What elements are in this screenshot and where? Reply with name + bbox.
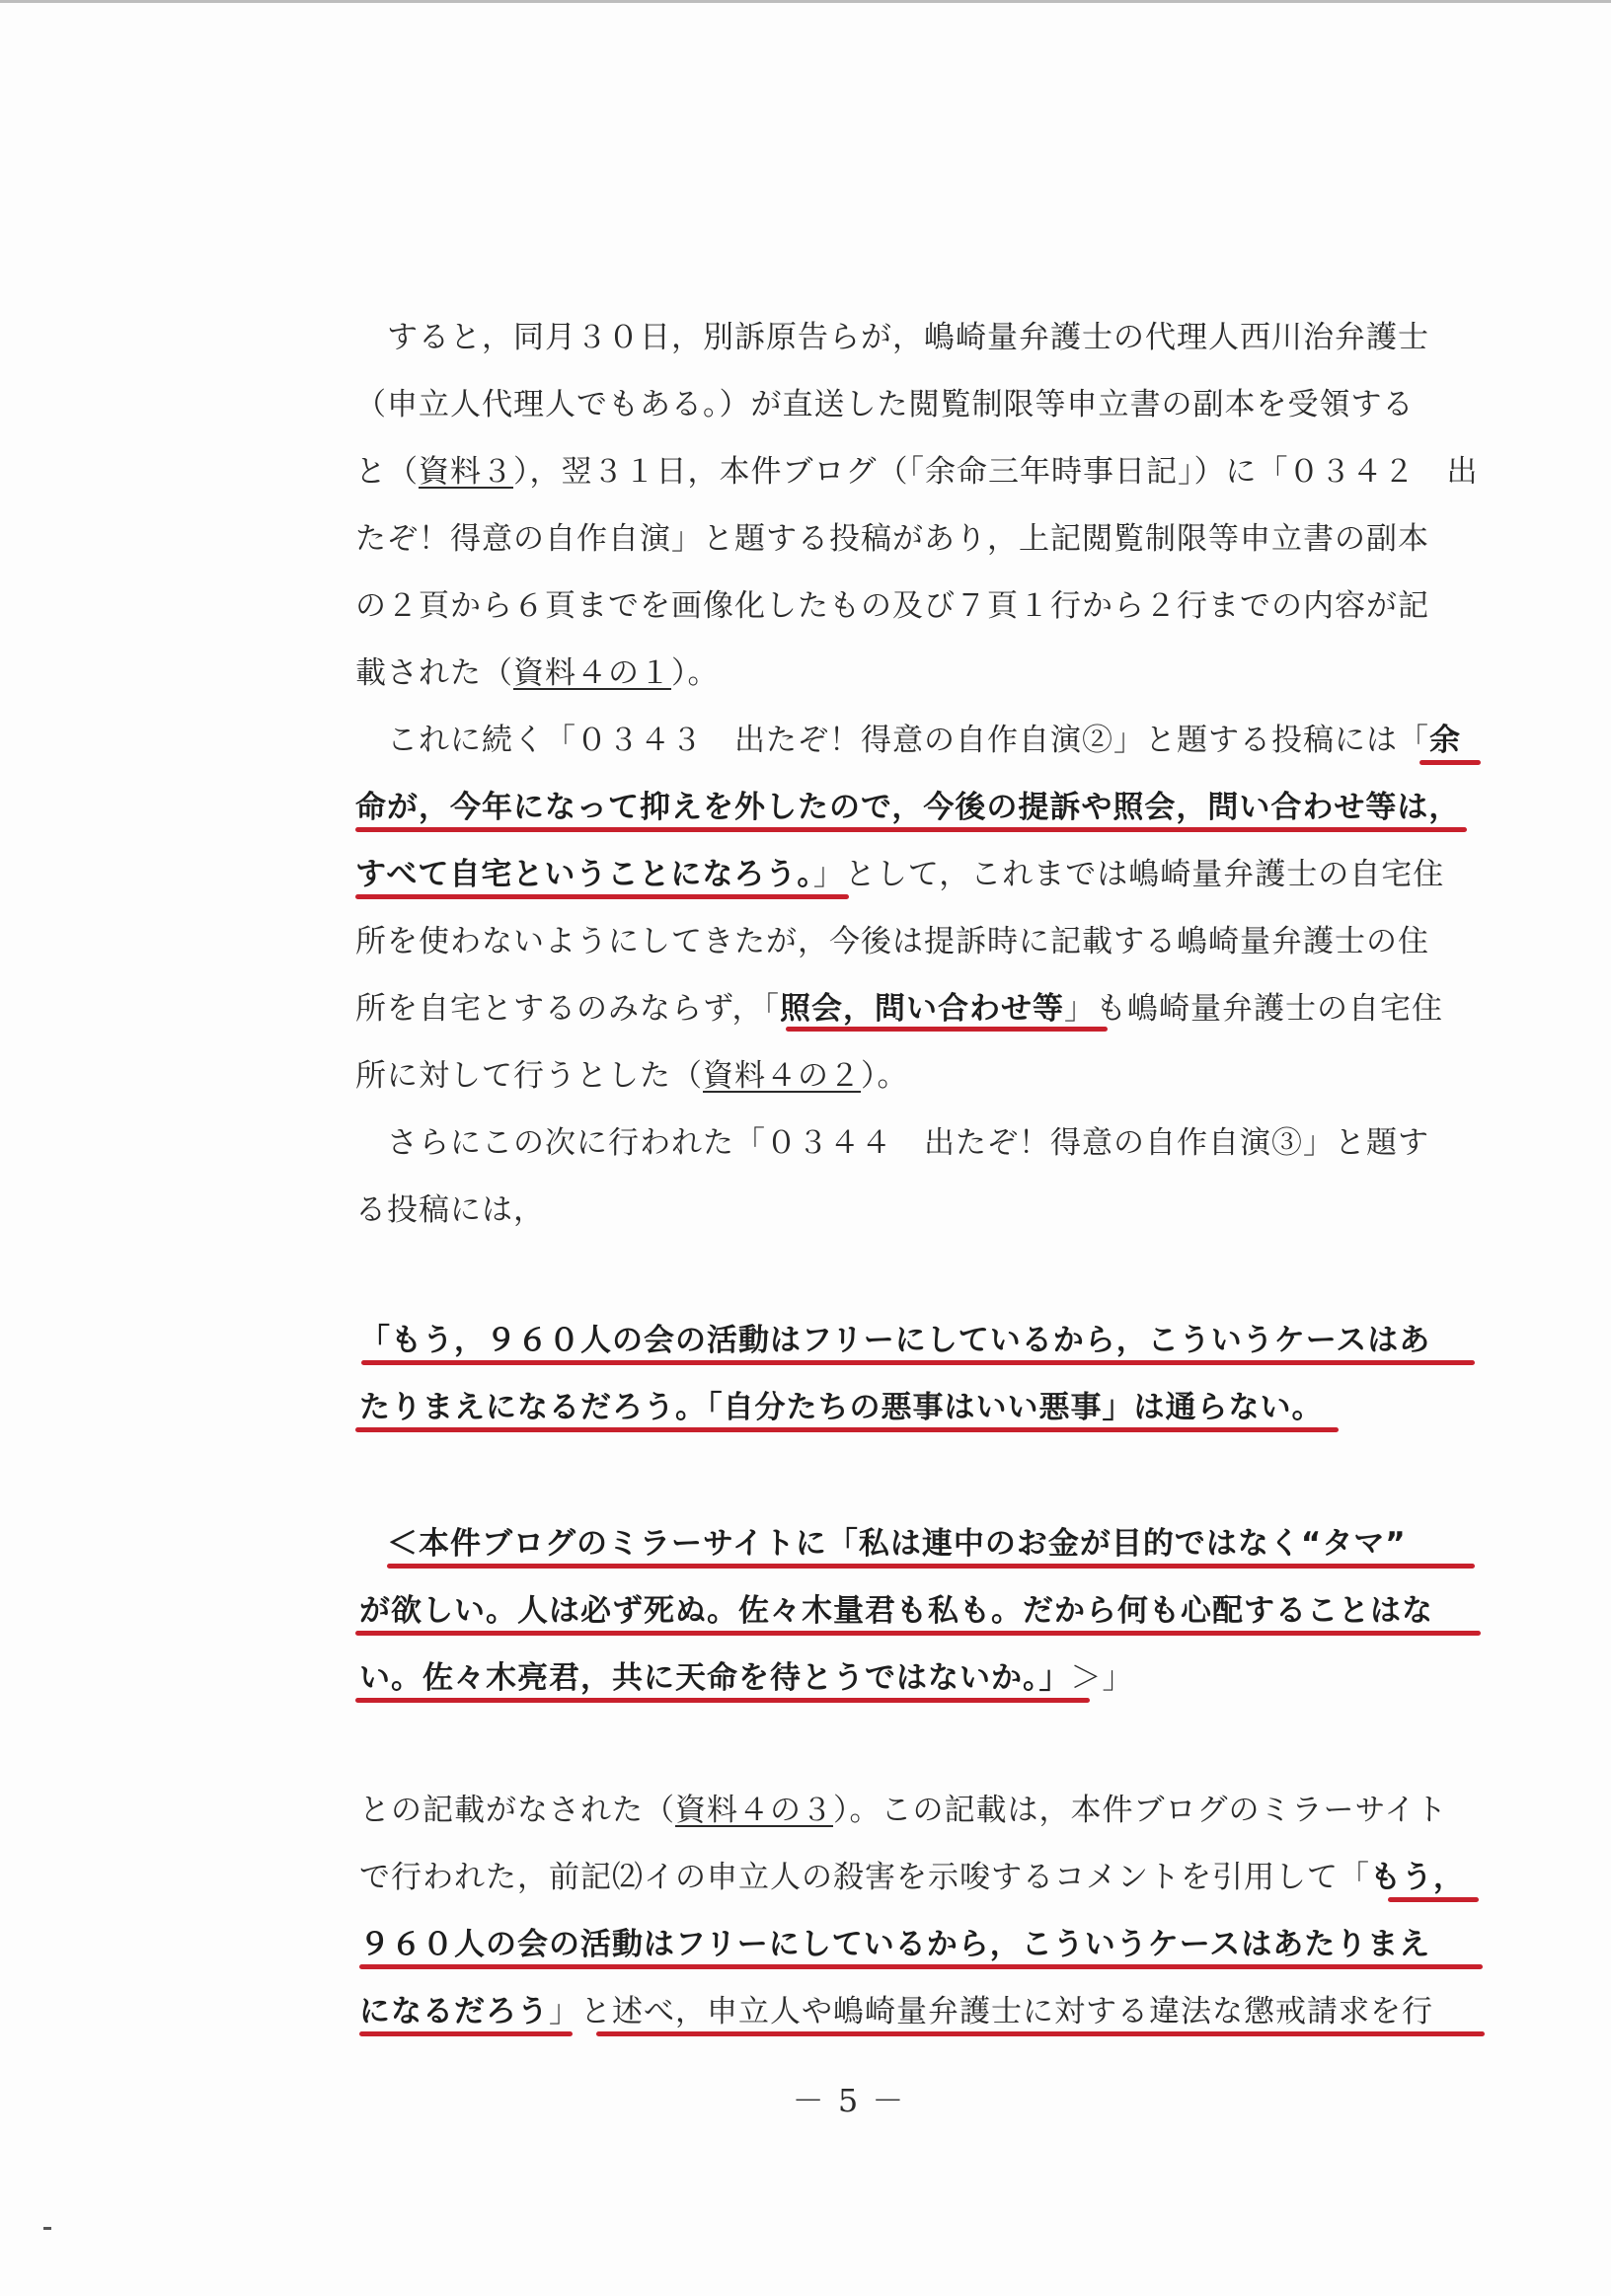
quoted-bold-text: ９６０人の会の活動はフリーにしているから，こういうケースはあたりまえ [359,1927,1431,1962]
exhibit-reference: 資料４の１ [513,655,671,691]
quoted-bold-text: が欲しい。人は必ず死ぬ。佐々木量君も私も。だから何も心配することはな [359,1593,1433,1629]
text-line [355,314,1429,361]
quote-line [359,1317,1430,1364]
exhibit-reference: 資料４の３ [675,1793,833,1828]
text-line [355,1052,909,1100]
text-run: これに続く「０３４３ 出たぞ！得意の自作自演②」と題する投稿には「 [355,723,1429,758]
exhibit-reference: 資料４の２ [703,1058,861,1094]
text-line [359,1854,1465,1901]
text-run: との記載がなされた（ [359,1793,675,1828]
text-run: ）。この記載は，本件ブログのミラーサイト [833,1793,1448,1828]
red-underline [355,827,1467,832]
text-line [355,448,1479,496]
text-run: ＞」 [1070,1660,1134,1696]
quoted-bold-text: 余 [1429,723,1461,758]
text-line [355,381,1415,428]
quoted-bold-text: い。佐々木亮君，共に天命を待とうではないか。」 [359,1660,1071,1696]
text-line [355,717,1461,764]
text-line [355,851,1444,898]
quoted-bold-text: 「もう，９６０人の会の活動はフリーにしているから，こういうケースはあ [359,1323,1431,1358]
text-run: 」と述べ，申立人や嶋崎量弁護士に対する違法な懲戒請求を行 [549,1994,1433,2029]
text-line [355,1119,1429,1167]
text-run: （申立人代理人でもある。）が直送した閲覧制限等申立書の副本を受領する [355,387,1415,422]
text-line [355,918,1429,965]
red-underline [355,1427,1339,1432]
red-underline [359,1964,1483,1969]
text-run: の２頁から６頁までを画像化したもの及び７頁１行から２行までの内容が記 [355,588,1429,624]
red-underline [355,1698,1090,1703]
text-run: 所を自宅とするのみならず，「 [355,991,781,1027]
red-underline [359,2031,573,2036]
exhibit-reference: 資料３ [419,454,513,490]
page-number: － 5 － [792,2082,906,2119]
red-underline [1388,1897,1479,1902]
quote-line [387,1520,1407,1568]
text-run: で行われた，前記⑵イの申立人の殺害を示唆するコメントを引用して「 [359,1860,1370,1895]
text-run: ），翌３１日，本件ブログ（「余命三年時事日記」）に「０３４２ 出 [513,454,1479,490]
text-line [359,1787,1447,1834]
red-underline [361,1360,1475,1365]
red-underline [1419,760,1481,765]
text-run: 載された（ [355,655,513,691]
text-line [355,985,1443,1033]
text-line [355,515,1429,563]
text-run: すると，同月３０日，別訴原告らが，嶋崎量弁護士の代理人西川治弁護士 [355,320,1429,355]
scan-top-edge [0,0,1611,3]
red-underline [355,894,849,899]
text-run: 」も嶋崎量弁護士の自宅住 [1064,991,1444,1027]
quoted-bold-text: ＜本件ブログのミラーサイトに「私は連中のお金が目的ではなく“タマ” [387,1526,1407,1562]
text-line [355,784,1460,831]
red-underline [355,1631,1481,1636]
red-underline [786,1027,1108,1032]
quote-line [359,1587,1433,1635]
red-underline [387,1564,1475,1569]
quote-line [359,1654,1134,1702]
text-line [359,1988,1433,2035]
quote-line [359,1384,1324,1431]
text-run: たぞ！得意の自作自演」と題する投稿があり，上記閲覧制限等申立書の副本 [355,521,1429,557]
quoted-bold-text: もう， [1370,1860,1465,1895]
text-line [355,1186,545,1234]
text-run: ）。 [671,655,720,691]
text-run: ）。 [861,1058,909,1094]
text-line [355,582,1429,630]
text-line [355,650,720,697]
quoted-bold-text: たりまえになるだろう。「自分たちの悪事はいい悪事」は通らない。 [359,1390,1324,1425]
quoted-bold-text: になるだろう [359,1994,549,2029]
text-run: と（ [355,454,419,490]
quoted-bold-text: すべて自宅ということになろう。 [355,857,813,892]
text-run: 」として，これまでは嶋崎量弁護士の自宅住 [812,857,1445,892]
text-run: る投稿には， [355,1192,545,1228]
text-run: さらにこの次に行われた「０３４４ 出たぞ！得意の自作自演③」と題す [355,1125,1429,1161]
text-run: 所を使わないようにしてきたが，今後は提訴時に記載する嶋崎量弁護士の住 [355,924,1429,959]
scan-margin-mark [43,2227,51,2230]
quoted-bold-text: 照会，問い合わせ等 [780,991,1065,1027]
text-run: 所に対して行うとした（ [355,1058,703,1094]
text-line [359,1921,1430,1968]
quoted-bold-text: 命が，今年になって抑えを外したので，今後の提訴や照会，問い合わせ等は， [355,790,1461,825]
red-underline [596,2031,1485,2036]
